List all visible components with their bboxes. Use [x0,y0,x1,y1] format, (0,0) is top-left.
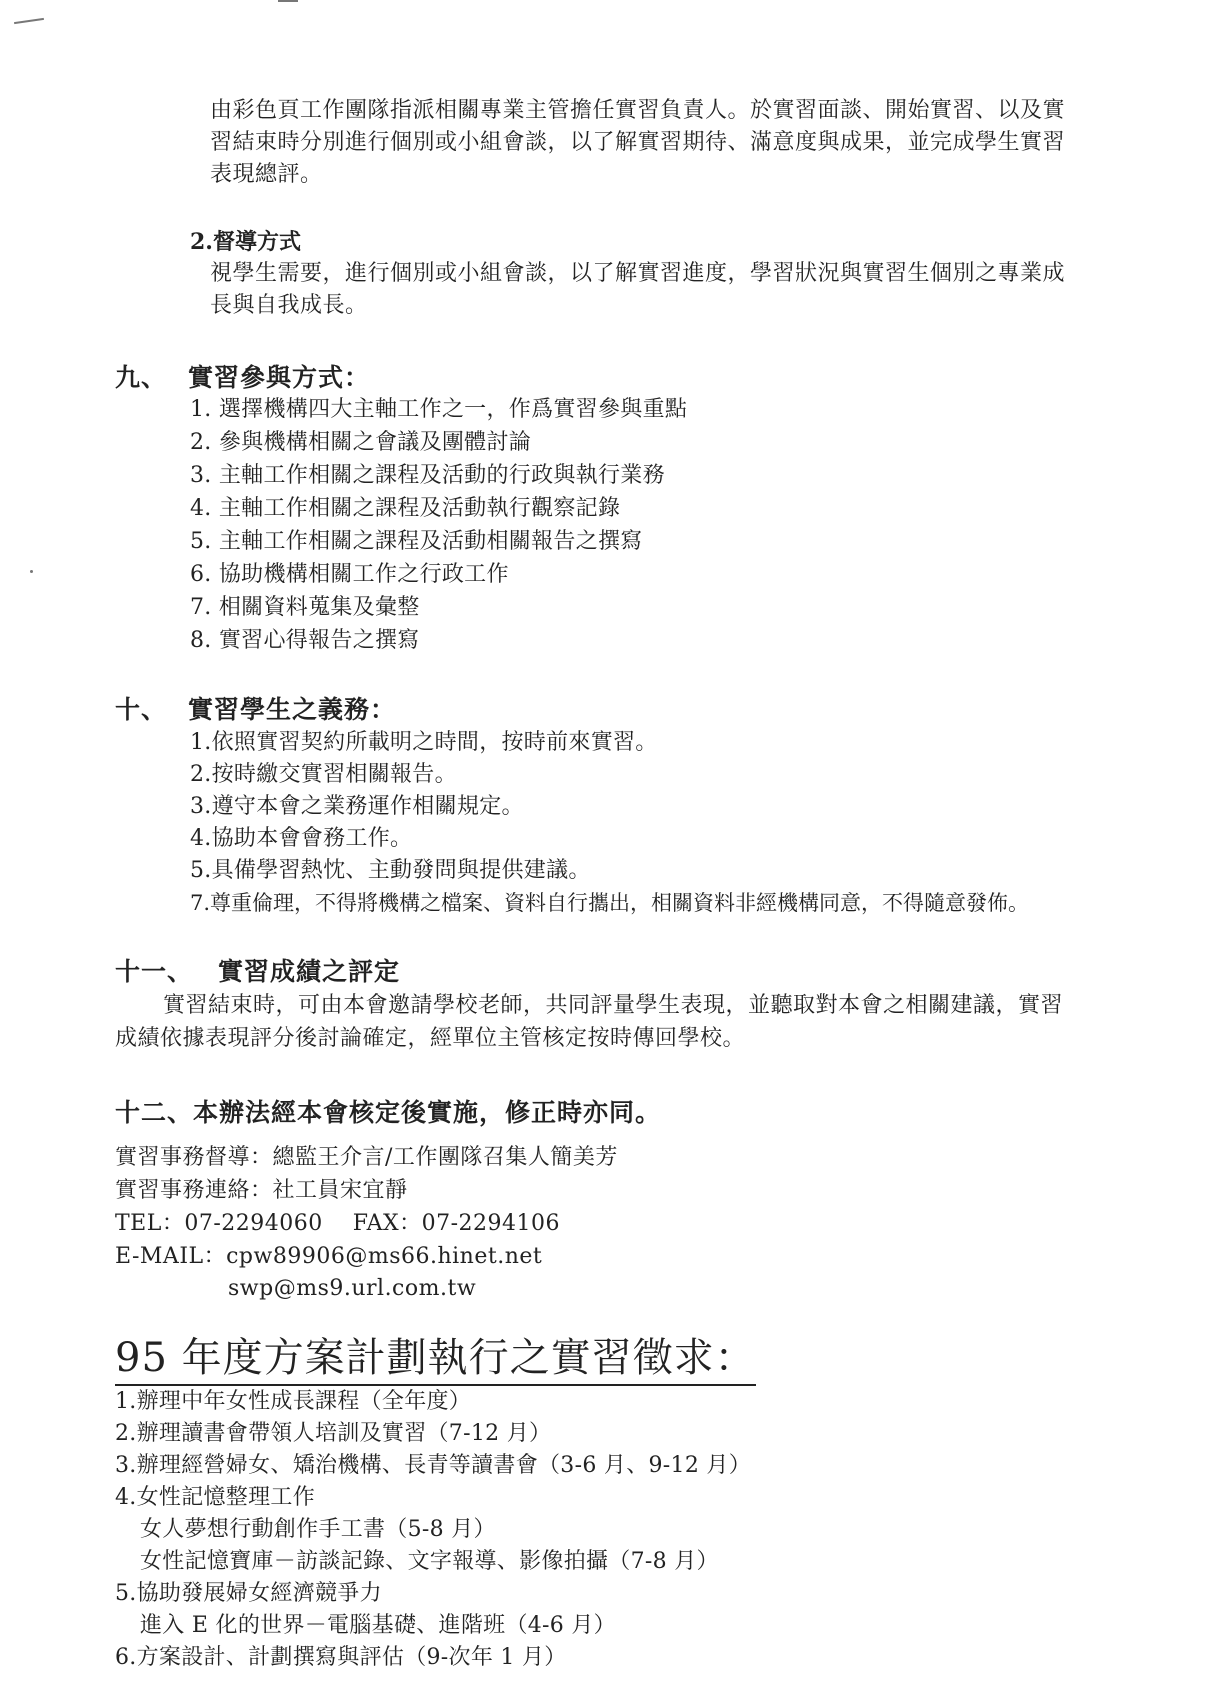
section-9-item-1: 1. 選擇機構四大主軸工作之一，作爲實習參與重點 [190,397,688,422]
section-10-item-7: 7.尊重倫理，不得將機構之檔案、資料自行攜出，相關資料非經機構同意，不得隨意發佈。 [190,891,1030,915]
section-12-title: 十二、本辦法經本會核定後實施，修正時亦同。 [115,1098,662,1127]
supervision-line-1: 由彩色頁工作團隊指派相關專業主管擔任實習負責人。於實習面談、開始實習、以及實 [210,98,1066,123]
section-11-line-1: 實習結束時，可由本會邀請學校老師，共同評量學生表現，並聽取對本會之相關建議，實習 [163,993,1064,1018]
section-11-title: 實習成績之評定 [218,957,401,986]
recruitment-item-4: 4.女性記憶整理工作 [115,1485,315,1510]
section-10-title: 實習學生之義務： [188,695,397,724]
section-9-item-4: 4. 主軸工作相關之課程及活動執行觀察記錄 [190,496,621,521]
recruitment-title: 95 年度方案計劃執行之實習徵求： [115,1332,756,1386]
section-9-item-6: 6. 協助機構相關工作之行政工作 [190,562,509,587]
section-10-number: 十、 [115,695,168,724]
section-9-title: 實習參與方式： [188,363,371,392]
recruitment-item-2: 2.辦理讀書會帶領人培訓及實習（7-12 月） [115,1421,552,1446]
recruitment-item-5a: 進入 E 化的世界－電腦基礎、進階班（4-6 月） [140,1613,616,1638]
supervision-method-line-1: 視學生需要，進行個別或小組會談，以了解實習進度，學習狀況與實習生個別之專業成 [210,261,1066,286]
contact-email-1: E-MAIL：cpw89906@ms66.hinet.net [115,1244,543,1269]
scan-mark-dot [30,570,33,573]
section-10-item-3: 3.遵守本會之業務運作相關規定。 [190,794,524,819]
section-11-line-2: 成績依據表現評分後討論確定，經單位主管核定按時傳回學校。 [115,1026,746,1051]
contact-email-2: swp@ms9.url.com.tw [228,1276,477,1301]
recruitment-item-6: 6.方案設計、計劃撰寫與評估（9-次年 1 月） [115,1645,567,1670]
supervision-method-line-2: 長與自我成長。 [210,293,368,318]
section-9-item-8: 8. 實習心得報告之撰寫 [190,628,420,653]
section-9-item-2: 2. 參與機構相關之會議及團體討論 [190,430,532,455]
section-9-number: 九、 [115,363,168,392]
recruitment-item-4b: 女性記憶寶庫－訪談記錄、文字報導、影像拍攝（7-8 月） [140,1549,719,1574]
section-10-item-2: 2.按時繳交實習相關報告。 [190,762,457,787]
recruitment-item-3: 3.辦理經營婦女、矯治機構、長青等讀書會（3-6 月、9-12 月） [115,1453,752,1478]
recruitment-item-4a: 女人夢想行動創作手工書（5-8 月） [140,1517,496,1542]
supervision-method-title: 2.督導方式 [190,229,301,255]
supervision-line-2: 習結束時分別進行個別或小組會談，以了解實習期待、滿意度與成果，並完成學生實習 [210,130,1066,155]
section-10-item-5: 5.具備學習熱忱、主動發問與提供建議。 [190,858,591,883]
scan-mark-left [14,18,44,24]
contact-liaison: 實習事務連絡：社工員宋宜靜 [115,1178,408,1203]
section-9-item-7: 7. 相關資料蒐集及彙整 [190,595,420,620]
section-9-item-3: 3. 主軸工作相關之課程及活動的行政與執行業務 [190,463,665,488]
recruitment-item-5: 5.協助發展婦女經濟競爭力 [115,1581,382,1606]
contact-tel-fax: TEL：07-2294060 FAX：07-2294106 [115,1211,561,1236]
section-10-item-1: 1.依照實習契約所載明之時間，按時前來實習。 [190,730,658,755]
supervision-line-3: 表現總評。 [210,162,323,187]
section-10-item-4: 4.協助本會會務工作。 [190,826,413,851]
section-11-number: 十一、 [115,957,194,986]
contact-supervisor: 實習事務督導：總監王介言/工作團隊召集人簡美芳 [115,1145,618,1170]
recruitment-item-1: 1.辦理中年女性成長課程（全年度） [115,1389,472,1414]
section-9-item-5: 5. 主軸工作相關之課程及活動相關報告之撰寫 [190,529,643,554]
scan-mark-top [278,0,298,2]
